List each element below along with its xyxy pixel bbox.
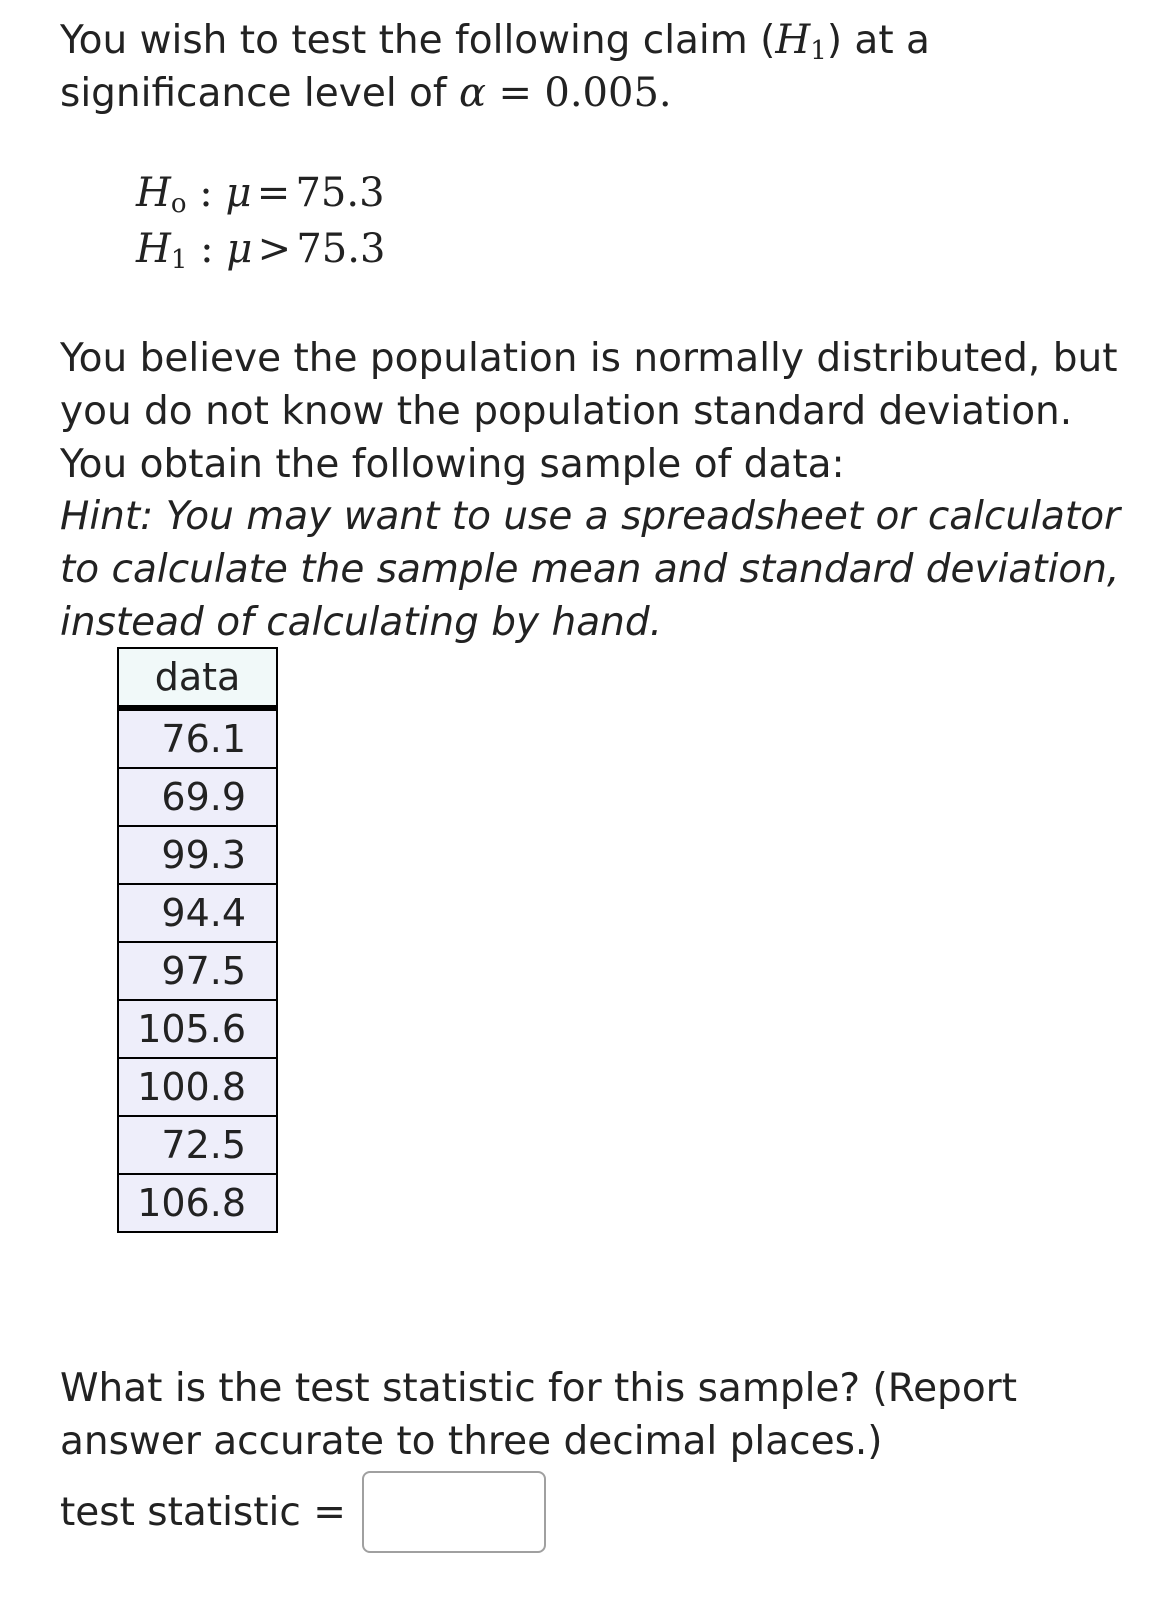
alt-hyp-variable: H	[136, 226, 171, 272]
problem-description: You believe the population is normally distributed, but you do not know the population standard deviation. You obtain the following sample of data:	[60, 336, 1118, 487]
table-row	[118, 1174, 277, 1232]
alt-hyp-parameter: μ	[226, 226, 253, 272]
null-hyp-colon: :	[199, 170, 213, 216]
table-cell: 106.8	[118, 1174, 277, 1232]
alt-hyp-subscript: 1	[170, 245, 188, 275]
table-row	[118, 884, 277, 942]
table-cell: 99.3	[118, 826, 277, 884]
table-row	[118, 826, 277, 884]
table-cell: 72.5	[118, 1116, 277, 1174]
data-table	[117, 647, 278, 1233]
null-hyp-variable: H	[136, 170, 171, 216]
alpha-value: 0.005	[544, 70, 659, 116]
table-cell: 76.1	[118, 708, 277, 768]
table-row	[118, 708, 277, 768]
table-row	[118, 1000, 277, 1058]
null-hyp-subscript: o	[170, 189, 187, 219]
table-header-row	[118, 648, 277, 708]
table-row	[118, 1058, 277, 1116]
table-cell: 97.5	[118, 942, 277, 1000]
alternative-hypothesis	[136, 222, 385, 276]
intro-text-middle: ) at a significance level of	[60, 18, 930, 116]
table-cell: 94.4	[118, 884, 277, 942]
table-cell: 100.8	[118, 1058, 277, 1116]
answer-label: test statistic =	[60, 1489, 346, 1535]
alt-hyp-colon: :	[200, 226, 214, 272]
intro-text-before: You wish to test the following claim (	[60, 18, 776, 63]
intro-period: .	[658, 70, 672, 116]
null-hyp-operator: =	[256, 170, 291, 216]
alpha-equals: =	[498, 70, 532, 116]
problem-intro	[60, 14, 1140, 120]
table-row	[118, 768, 277, 826]
alpha-symbol: α	[459, 70, 487, 116]
table-row	[118, 942, 277, 1000]
null-hypothesis	[136, 166, 385, 220]
alt-hyp-operator: >	[257, 226, 292, 272]
claim-variable: H	[775, 17, 811, 63]
null-hyp-parameter: μ	[225, 170, 252, 216]
table-cell: 69.9	[118, 768, 277, 826]
answer-row	[60, 1468, 546, 1556]
alt-hyp-value: 75.3	[296, 226, 386, 272]
claim-subscript: 1	[810, 36, 827, 66]
table-cell: 105.6	[118, 1000, 277, 1058]
null-hyp-value: 75.3	[295, 170, 385, 216]
table-header-data: data	[118, 648, 277, 708]
table-row	[118, 1116, 277, 1174]
test-statistic-input[interactable]	[362, 1471, 546, 1553]
question-text: What is the test statistic for this sample? (Report answer accurate to three decimal places.)	[60, 1366, 1018, 1464]
hint-text: Hint: You may want to use a spreadsheet or calculator to calculate the sample mean and standard deviation, instead of calculating by hand.	[60, 494, 1121, 645]
